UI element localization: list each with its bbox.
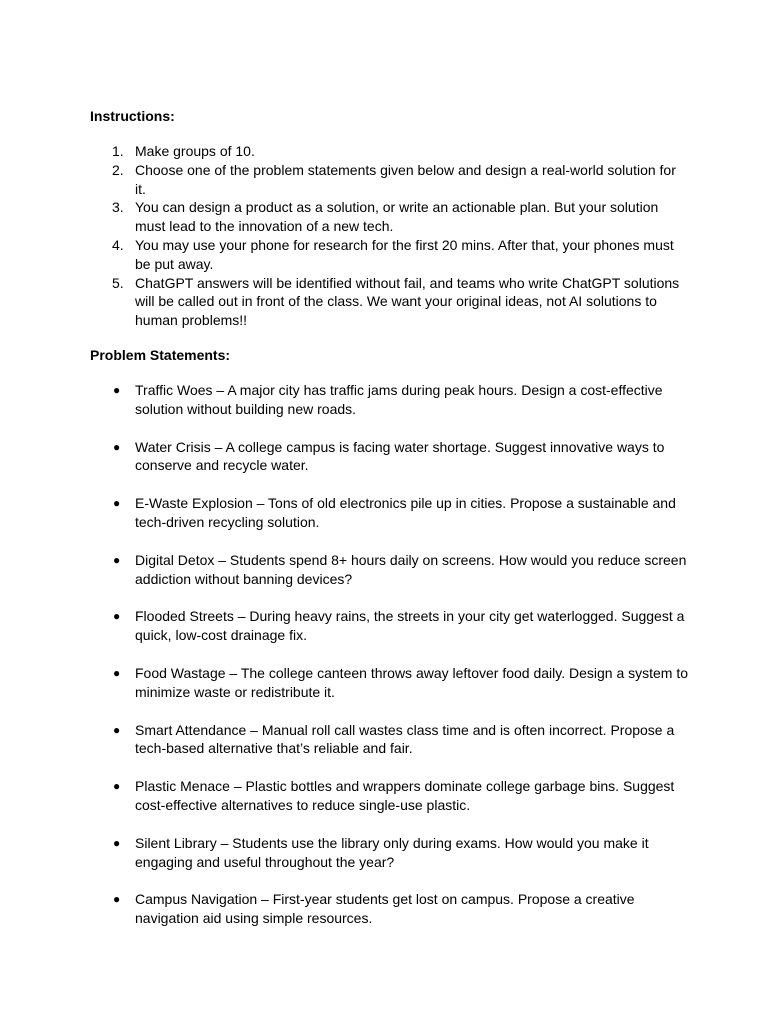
problem-text: Food Wastage – The college canteen throws away leftover food daily. Design a system to minimize waste or redistribute it. <box>135 664 689 700</box>
bullet-icon: ● <box>113 892 121 907</box>
instruction-item <box>90 274 690 330</box>
bullet-icon: ● <box>113 552 121 567</box>
instruction-number: 3. <box>112 199 124 216</box>
problem-text: Silent Library – Students use the library only during exams. How would you make it engaging and useful throughout the year? <box>135 834 649 870</box>
instruction-text: You can design a product as a solution, or write an actionable plan. But your solution must lead to the innovation of a new tech. <box>135 199 659 235</box>
problem-item <box>90 438 690 476</box>
bullet-icon: ● <box>113 382 121 397</box>
instruction-item <box>90 161 690 199</box>
problem-text: Flooded Streets – During heavy rains, the streets in your city get waterlogged. Suggest a quick, low-cost drainage fix. <box>135 608 685 644</box>
problem-text: Digital Detox – Students spend 8+ hours daily on screens. How would you reduce screen addiction without banning devices? <box>135 551 687 587</box>
problem-text: E-Waste Explosion – Tons of old electronics pile up in cities. Propose a sustainable and tech-driven recycling solution. <box>135 495 676 530</box>
instruction-text: Choose one of the problem statements given below and design a real-world solution for it. <box>135 161 676 197</box>
instruction-text: You may use your phone for research for the first 20 mins. After that, your phones must be put away. <box>135 236 674 272</box>
bullet-icon: ● <box>113 835 121 850</box>
problem-statements-list <box>90 381 690 928</box>
problem-item <box>90 494 690 532</box>
instruction-text: ChatGPT answers will be identified without fail, and teams who write ChatGPT solutions will be called out in front of the class. We want your original ideas, not AI solutions to human problems!! <box>135 274 680 329</box>
bullet-icon: ● <box>113 779 121 794</box>
bullet-icon: ● <box>113 439 121 454</box>
instruction-number: 4. <box>112 236 124 253</box>
problem-statements-heading: Problem Statements: <box>90 346 231 363</box>
instruction-item <box>90 236 690 274</box>
bullet-icon: ● <box>113 496 121 511</box>
problem-item <box>90 607 690 645</box>
instructions-heading: Instructions: <box>90 108 175 124</box>
instruction-item <box>90 142 690 161</box>
instruction-number: 5. <box>112 274 124 291</box>
instruction-number: 2. <box>112 161 124 178</box>
problem-item <box>90 777 690 815</box>
problem-item <box>90 834 690 872</box>
problem-item <box>90 664 690 702</box>
instruction-number: 1. <box>112 143 124 159</box>
problem-text: Traffic Woes – A major city has traffic jams during peak hours. Design a cost-effective solution without building new roads. <box>135 381 663 417</box>
bullet-icon: ● <box>113 722 121 737</box>
instruction-item <box>90 198 690 236</box>
bullet-icon: ● <box>113 665 121 680</box>
problem-text: Plastic Menace – Plastic bottles and wrappers dominate college garbage bins. Suggest cost-effective alternatives to reduce single-use plastic. <box>135 778 675 813</box>
problem-text: Water Crisis – A college campus is facing water shortage. Suggest innovative ways to conserve and recycle water. <box>135 438 665 474</box>
problem-item <box>90 381 690 419</box>
problem-item <box>90 890 690 928</box>
problem-item <box>90 721 690 759</box>
document-page <box>90 107 690 947</box>
problem-text: Smart Attendance – Manual roll call wastes class time and is often incorrect. Propose a tech-based alternative that’s reliable and fair. <box>135 721 675 757</box>
instructions-list <box>90 142 690 330</box>
problem-item <box>90 551 690 589</box>
bullet-icon: ● <box>113 609 121 624</box>
instruction-text: Make groups of 10. <box>135 143 255 159</box>
problem-text: Campus Navigation – First-year students get lost on campus. Propose a creative navigation aid using simple resources. <box>135 891 635 927</box>
